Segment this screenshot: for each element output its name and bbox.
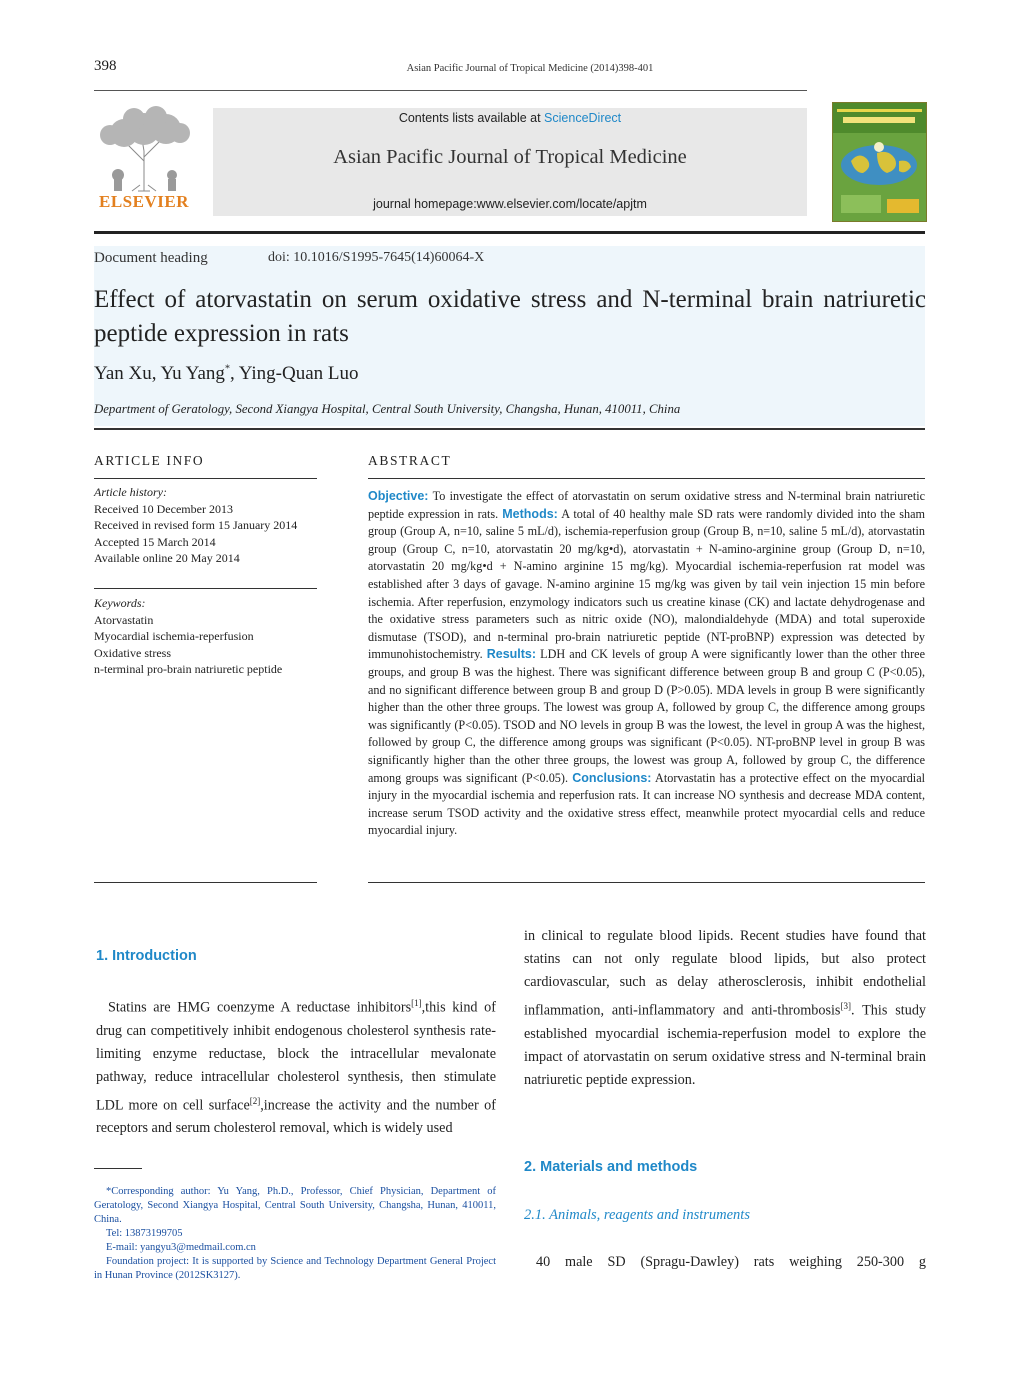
reference-link[interactable]: [2] (249, 1095, 261, 1106)
intro-text: Statins are HMG coenzyme A reductase inhibitors (108, 999, 412, 1016)
article-info-heading: ARTICLE INFO (94, 453, 205, 468)
journal-cover-image (832, 102, 927, 222)
methods-text: A total of 40 healthy male SD rats were randomly divided into the sham group (Group A, n=10, saline 5 mL/d), ischemia-reperfusion group (Group B, n=10, saline 5 mL/d), atorvastatin group (Group C, n=10, atorvastatin 20 mg/kg•d), atorvastatin + N-amino-arginine group (Group D, n=10, atorvastatin 20 mg/kg•d + N-amino arginine 15 mg/kg). Myocardial ischemia-reperfusion rat model was established after 3 days of gavage. N-amino arginine 15 mg/kg was given by tail vein injection 15 min before ischemia. After reperfusion, enzymology indicators such us creatine kinase (CK) and lactate dehydrogenase and the oxidative stress parameters such as nitric oxide (NO), malondialdehyde (MDA) and total superoxide dismutase (TSOD), and n-terminal pro-brain natriuretic peptide (NT-proBNP) expression was detected by immunohistochemistry. (368, 506, 925, 662)
keyword-item: n-terminal pro-brain natriuretic peptide (94, 662, 283, 676)
document-heading: Document heading (94, 250, 208, 266)
abstract-body (368, 488, 925, 840)
article-history-label: Article history: (94, 485, 167, 499)
telephone-note: Tel: 13873199705 (106, 1228, 183, 1239)
objective-text: To investigate the effect of atorvastatin on serum oxidative stress and N-terminal brain natriuretic peptide expression in rats. (368, 489, 925, 521)
keyword-item: Atorvastatin (94, 612, 154, 627)
authors-rest: , Ying-Quan Luo (229, 363, 359, 384)
conclusions-text: Atorvastatin has a protective effect on the myocardial injury in the myocardial ischemia and reperfusion rats. It can increase NO synthesis and decrease MDA content, increase serum TSOD activity and the oxidative stress effect, meanwhile protect myocardial cells and reduce myocardial injury. (368, 770, 925, 838)
keyword-item: Myocardial ischemia-reperfusion (94, 629, 254, 643)
corresponding-author-note: *Corresponding author: Yu Yang, Ph.D., Professor, Chief Physician, Department of Geratology, Second Xiangya Hospital, Central South University, Changsha, Hunan, 410011, China. (94, 1186, 496, 1225)
introduction-heading: 1. Introduction (96, 948, 197, 964)
authors (94, 363, 359, 385)
page-number: 398 (94, 58, 117, 74)
history-revised: Received in revised form 15 January 2014 (94, 518, 298, 532)
article-info-rule (94, 478, 317, 479)
cover-art-icon (833, 103, 926, 221)
results-label: Results: (486, 647, 537, 662)
methods-paragraph: 40 male SD (Spragu-Dawley) rats weighing 250-300 g (536, 1254, 926, 1270)
email-note[interactable]: E-mail: yangyu3@medmail.com.cn (106, 1242, 256, 1253)
intro-text: . This study established myocardial ischemia-reperfusion model to explore the impact of atorvastatin on serum oxidative stress and N-terminal brain natriuretic peptide expression. (524, 1002, 927, 1088)
contents-line (213, 111, 807, 125)
conclusions-label: Conclusions: (572, 770, 652, 785)
elsevier-logo-text: ELSEVIER (99, 192, 189, 211)
introduction-paragraph (96, 992, 496, 1141)
sciencedirect-link[interactable]: ScienceDirect (544, 111, 622, 125)
methods-label: Methods: (502, 506, 558, 521)
abstract-rule (368, 478, 925, 479)
running-head: Asian Pacific Journal of Tropical Medicine (2014)398-401 (406, 63, 654, 74)
footnotes (94, 1185, 496, 1283)
journal-name: Asian Pacific Journal of Tropical Medicine (333, 146, 687, 168)
info-bottom-rule (94, 882, 317, 883)
history-received: Received 10 December 2013 (94, 501, 233, 516)
abstract-heading: ABSTRACT (368, 453, 452, 468)
keywords (94, 595, 317, 678)
header-thick-rule (94, 231, 925, 234)
header-rule (94, 90, 807, 91)
abstract-bottom-rule (368, 882, 925, 883)
intro-text: ,this kind of drug can competitively inhibit endogenous cholesterol synthesis rate-limiting enzyme reductase, block the intracellular mevalonate pathway, reduce intracellular cholesterol synthesis, then stimulate LDL more on cell surface (96, 999, 496, 1114)
journal-homepage[interactable]: journal homepage:www.elsevier.com/locate/apjtm (373, 197, 647, 211)
introduction-paragraph-continued (524, 925, 926, 1092)
keywords-label: Keywords: (94, 596, 146, 610)
methods-heading: 2. Materials and methods (524, 1159, 698, 1175)
doi[interactable]: doi: 10.1016/S1995-7645(14)60064-X (268, 250, 485, 265)
methods-subheading: 2.1. Animals, reagents and instruments (524, 1207, 750, 1223)
keywords-rule (94, 588, 317, 589)
intro-text: ,increase the activity and the number of receptors and serum cholesterol removal, which is widely used (96, 1097, 496, 1137)
info-top-rule (94, 428, 925, 430)
intro-text: in clinical to regulate blood lipids. Recent studies have found that statins can not only regulate blood lipids, but also protect cardiovascular, such as delay atherosclerosis, inhibit endothelial inflammation, anti-inflammatory and anti-thrombosis (524, 928, 926, 1019)
tree-icon (94, 105, 194, 193)
article-title: Effect of atorvastatin on serum oxidative stress and N-terminal brain natriuretic peptide expression in rats (94, 286, 926, 347)
reference-link[interactable]: [1] (411, 998, 422, 1008)
article-history (94, 484, 317, 567)
history-accepted: Accepted 15 March 2014 (94, 534, 216, 549)
keyword-item: Oxidative stress (94, 645, 171, 660)
history-online: Available online 20 May 2014 (94, 551, 240, 565)
reference-link[interactable]: [3] (840, 1000, 851, 1011)
foundation-note: Foundation project: It is supported by Science and Technology Department General Project in Hunan Province (2012SK3127). (94, 1256, 496, 1281)
objective-label: Objective: (368, 489, 429, 503)
footnote-rule (94, 1168, 142, 1169)
results-text: LDH and CK levels of group A were significantly lower than the other three groups, and group B was the highest. There was significant difference between group B and group C (P<0.05), and no significant difference between group B and group D (P>0.05). MDA levels in group B were significantly higher than the other three groups. The lowest was group A, followed by group C, the difference among groups was significantly (P<0.05). TSOD and NO levels in group B was the lowest, the level in group A was the highest, followed by group C, the difference among groups was significant (P<0.05). NT-proBNP level in group B was significantly higher than the other three groups, the lowest was group A, followed by group C, the difference among groups was significant (P<0.05). (368, 647, 925, 785)
corresponding-author-mark[interactable]: * (224, 363, 230, 375)
authors-main: Yan Xu, Yu Yang (94, 363, 225, 384)
affiliation: Department of Geratology, Second Xiangya Hospital, Central South University, Changsha, Hunan, 410011, China (94, 402, 681, 416)
contents-prefix: Contents lists available at (398, 111, 545, 125)
